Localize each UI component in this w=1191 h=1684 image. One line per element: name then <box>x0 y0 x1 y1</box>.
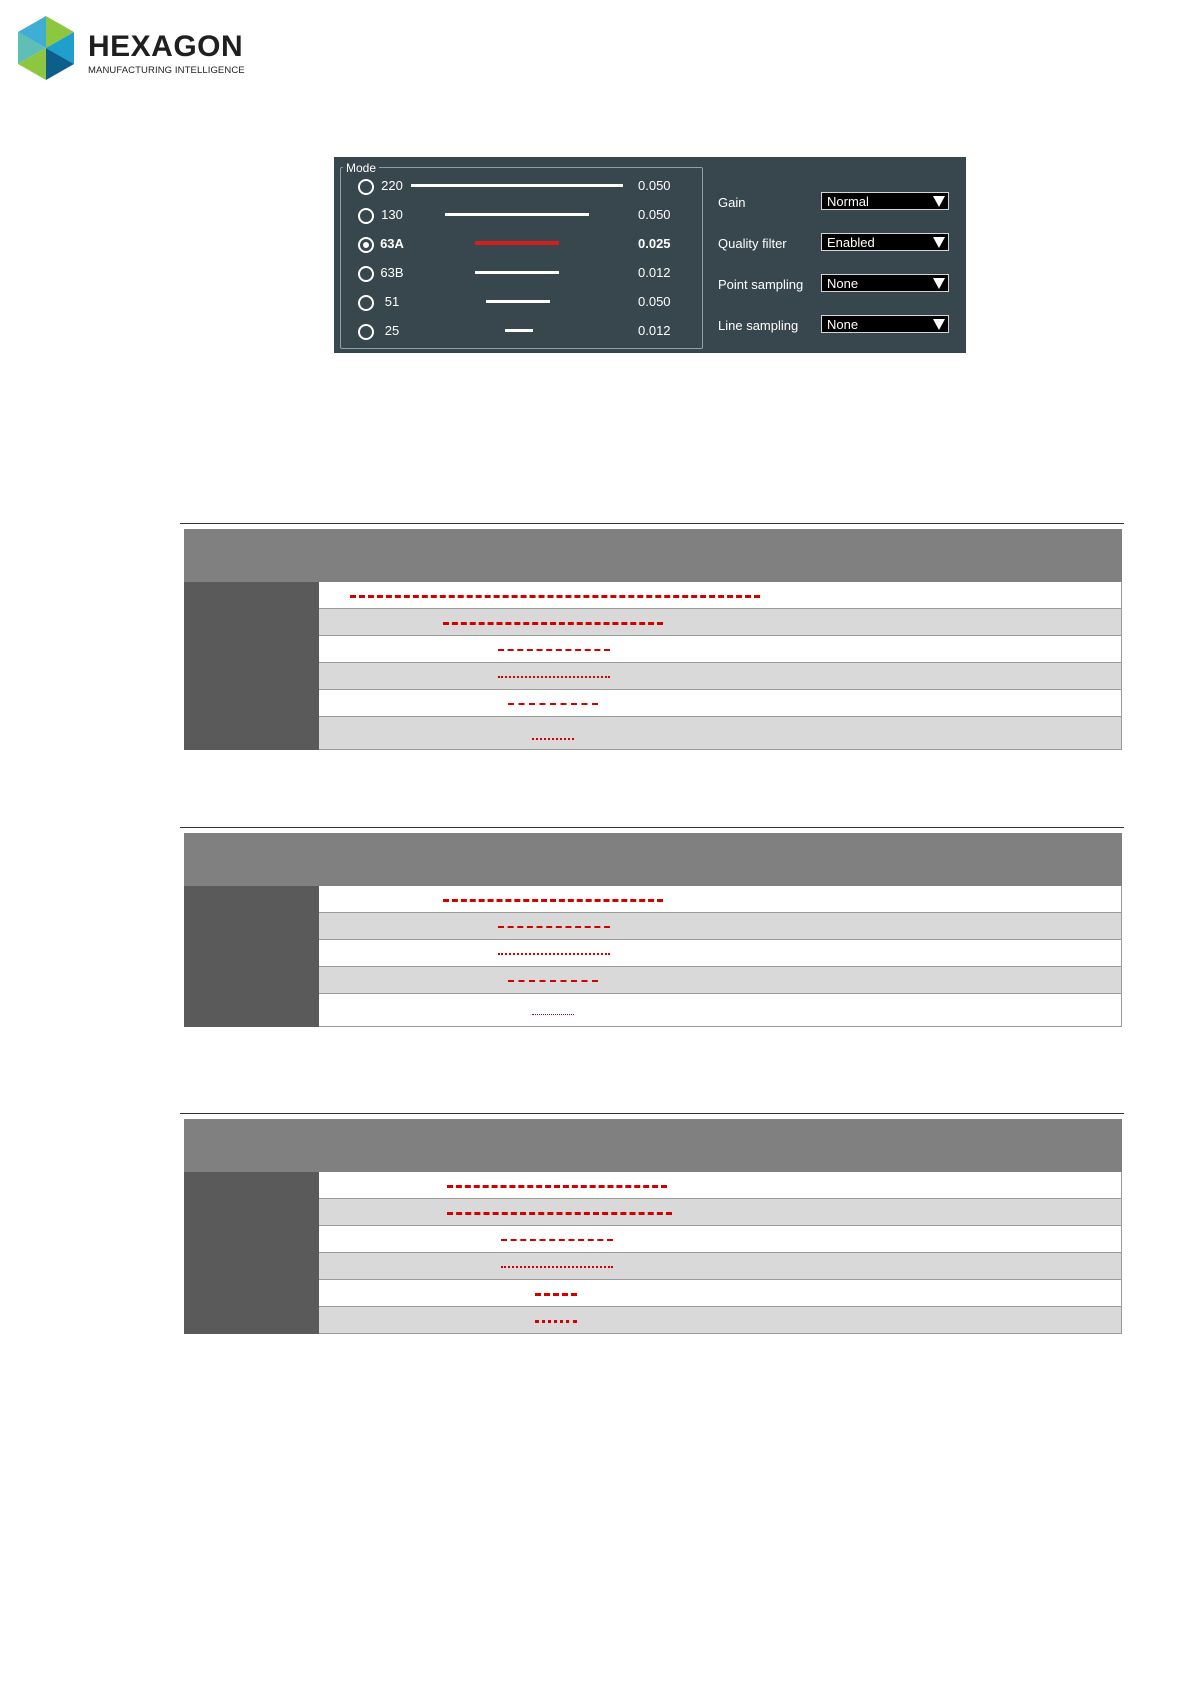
table-header <box>185 834 1122 886</box>
gain-dropdown[interactable] <box>821 192 949 210</box>
pattern-cell <box>319 1226 1122 1253</box>
table-header <box>185 530 1122 582</box>
radio-button-icon[interactable] <box>358 208 374 224</box>
dot-pattern <box>498 676 610 678</box>
point-sampling-value: None <box>827 276 859 291</box>
table-row <box>185 1226 1122 1253</box>
table-row <box>185 717 1122 750</box>
logo-wordmark: HEXAGON <box>88 30 244 63</box>
mode-value: 0.050 <box>638 294 671 309</box>
dropdown-arrow-icon[interactable] <box>933 196 945 207</box>
gain-label: Gain <box>718 195 746 210</box>
row-label-cell <box>185 1226 319 1280</box>
dot-pattern <box>498 953 610 955</box>
dash-pattern <box>508 703 598 705</box>
mode-line-selected <box>475 241 559 245</box>
dash-pattern <box>350 595 760 598</box>
pattern-cell <box>319 663 1122 690</box>
mode-line <box>505 329 533 332</box>
row-label-cell <box>185 1280 319 1334</box>
hexagon-logo <box>16 14 246 84</box>
section-rule <box>180 1113 1124 1114</box>
mode-option-130[interactable] <box>341 205 702 227</box>
dash-pattern <box>447 1185 667 1188</box>
radio-button-icon[interactable] <box>358 179 374 195</box>
pattern-cell <box>319 609 1122 636</box>
fine-dash-pattern <box>447 1212 672 1215</box>
section-rule <box>180 523 1124 524</box>
mode-value: 0.025 <box>638 236 671 251</box>
dash-pattern <box>498 926 610 928</box>
pattern-cell <box>319 940 1122 967</box>
pattern-cell <box>319 913 1122 940</box>
dropdown-arrow-icon[interactable] <box>933 237 945 248</box>
table-row <box>185 886 1122 913</box>
table-row <box>185 1307 1122 1334</box>
pattern-cell <box>319 1199 1122 1226</box>
row-label-cell <box>185 690 319 717</box>
logo-tagline: MANUFACTURING INTELLIGENCE <box>88 65 245 76</box>
sampling-table-2 <box>184 833 1122 1027</box>
table-row <box>185 1172 1122 1199</box>
pattern-cell <box>319 1253 1122 1280</box>
row-label-cell <box>185 994 319 1027</box>
mode-value: 0.050 <box>638 207 671 222</box>
pattern-cell <box>319 1307 1122 1334</box>
mode-value: 0.012 <box>638 265 671 280</box>
dash-pattern <box>443 899 663 902</box>
dash-pattern <box>535 1293 577 1296</box>
radio-button-selected-icon[interactable] <box>358 237 374 253</box>
table-row <box>185 636 1122 663</box>
mode-label: 51 <box>384 294 400 309</box>
line-sampling-dropdown[interactable] <box>821 315 949 333</box>
table-row <box>185 967 1122 994</box>
radio-button-icon[interactable] <box>358 324 374 340</box>
mode-line <box>475 271 559 274</box>
pattern-cell <box>319 636 1122 663</box>
mode-label: 63A <box>380 236 404 251</box>
mode-option-51[interactable] <box>341 292 702 314</box>
mode-label: 63B <box>380 265 404 280</box>
table-row <box>185 1280 1122 1307</box>
table-row <box>185 690 1122 717</box>
row-label-cell <box>185 636 319 690</box>
mode-value: 0.050 <box>638 178 671 193</box>
point-sampling-dropdown[interactable] <box>821 274 949 292</box>
quality-filter-label: Quality filter <box>718 236 787 251</box>
sampling-table-1 <box>184 529 1122 750</box>
row-label-cell <box>185 1172 319 1226</box>
hexagon-mark-icon <box>16 14 76 84</box>
pattern-cell <box>319 994 1122 1027</box>
mode-group <box>340 161 703 349</box>
dot-pattern <box>532 1014 574 1015</box>
dropdown-arrow-icon[interactable] <box>933 319 945 330</box>
quality-filter-value: Enabled <box>827 235 875 250</box>
table-row <box>185 994 1122 1027</box>
row-label-cell <box>185 967 319 994</box>
line-sampling-value: None <box>827 317 859 332</box>
pattern-cell <box>319 690 1122 717</box>
section-rule <box>180 827 1124 828</box>
mode-line <box>411 184 623 187</box>
line-sampling-label: Line sampling <box>718 318 799 333</box>
mode-group-label: Mode <box>343 161 379 175</box>
dash-pattern <box>443 622 663 625</box>
pattern-cell <box>319 886 1122 913</box>
mode-option-63b[interactable] <box>341 263 702 285</box>
row-label-cell <box>185 913 319 967</box>
mode-option-220[interactable] <box>341 176 702 198</box>
row-label-cell <box>185 717 319 750</box>
radio-button-icon[interactable] <box>358 295 374 311</box>
scanner-settings-panel <box>334 157 966 353</box>
table-row <box>185 1199 1122 1226</box>
mode-label: 25 <box>384 323 400 338</box>
dot-pattern <box>532 738 574 740</box>
dash-pattern <box>498 649 610 651</box>
row-label-cell <box>185 582 319 609</box>
mode-label: 130 <box>381 207 403 222</box>
gain-value: Normal <box>827 194 869 209</box>
row-label-cell <box>185 886 319 913</box>
row-label-cell <box>185 609 319 636</box>
pattern-cell <box>319 1280 1122 1307</box>
table-row <box>185 582 1122 609</box>
dot-pattern <box>501 1266 613 1268</box>
table-row <box>185 663 1122 690</box>
dot-pattern <box>535 1320 577 1323</box>
mode-line <box>486 300 550 303</box>
radio-button-icon[interactable] <box>358 266 374 282</box>
pattern-cell <box>319 967 1122 994</box>
dropdown-arrow-icon[interactable] <box>933 278 945 289</box>
mode-value: 0.012 <box>638 323 671 338</box>
point-sampling-label: Point sampling <box>718 277 804 292</box>
quality-filter-dropdown[interactable] <box>821 233 949 251</box>
sampling-table-3 <box>184 1119 1122 1334</box>
pattern-cell <box>319 717 1122 750</box>
table-row <box>185 913 1122 940</box>
dash-pattern <box>501 1239 613 1241</box>
pattern-cell <box>319 582 1122 609</box>
mode-option-63a[interactable] <box>341 234 702 256</box>
pattern-cell <box>319 1172 1122 1199</box>
table-row <box>185 940 1122 967</box>
dash-pattern <box>508 980 598 982</box>
mode-option-25[interactable] <box>341 321 702 343</box>
table-row <box>185 1253 1122 1280</box>
table-header <box>185 1120 1122 1172</box>
mode-label: 220 <box>381 178 403 193</box>
mode-line <box>445 213 589 216</box>
table-row <box>185 609 1122 636</box>
